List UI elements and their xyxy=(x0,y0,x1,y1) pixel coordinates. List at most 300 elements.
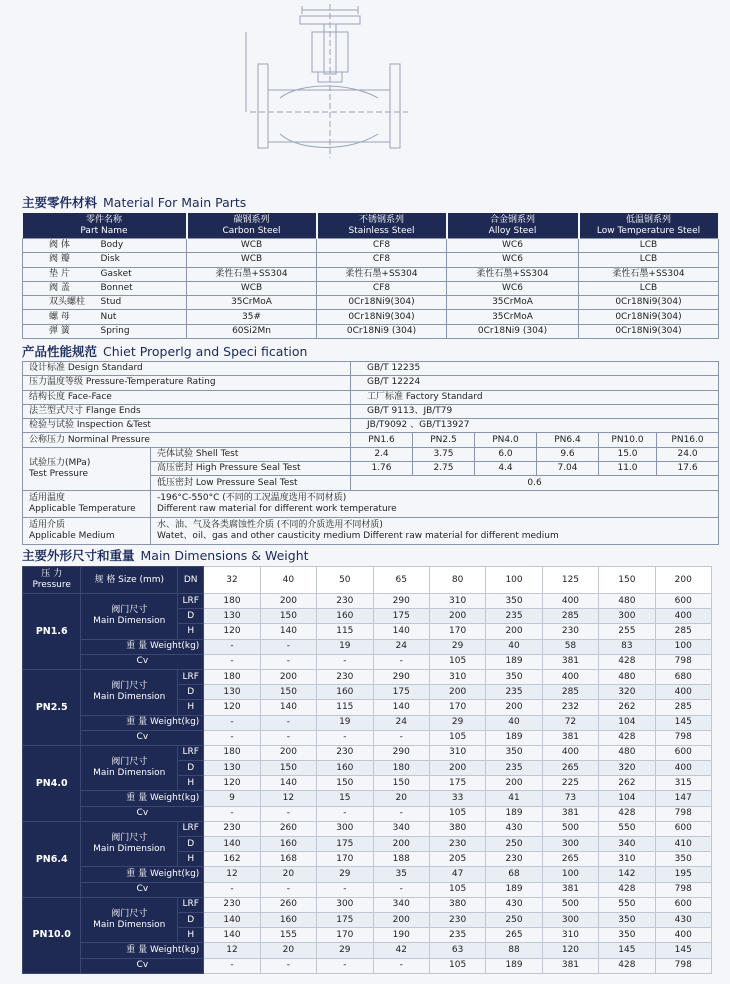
part-name-cn: 阀 盖 xyxy=(23,281,87,295)
main-dimension-label: 阀门尺寸 Main Dimension xyxy=(81,821,178,867)
dimension-value: 600 xyxy=(655,897,711,912)
row-label: 设计标准 Design Standard xyxy=(23,362,351,376)
dimension-row-cv xyxy=(23,654,712,669)
dimension-value: 310 xyxy=(429,669,485,684)
header-size-value: 50 xyxy=(317,567,373,594)
dimension-value: 168 xyxy=(260,852,316,867)
shell-value: 2.4 xyxy=(351,447,413,461)
row-value: GB/T 12224 xyxy=(351,376,719,390)
dimension-value: 160 xyxy=(260,912,316,927)
material-row xyxy=(23,239,719,253)
dimension-value: 142 xyxy=(599,867,655,882)
carbon-steel-cell: WCB xyxy=(187,239,317,253)
dimension-value: 680 xyxy=(655,669,711,684)
dimension-value: 120 xyxy=(204,624,260,639)
dimension-row-lrf xyxy=(23,897,712,912)
dimension-value: 115 xyxy=(317,624,373,639)
dimension-value: 320 xyxy=(599,761,655,776)
dimension-value: 400 xyxy=(542,669,598,684)
dimension-code-lrf: LRF xyxy=(178,897,204,912)
dimension-value: 290 xyxy=(373,669,429,684)
dimension-value: 175 xyxy=(373,685,429,700)
dimension-value: 381 xyxy=(542,882,598,897)
dimension-value: 798 xyxy=(655,806,711,821)
dimension-code-d: D xyxy=(178,609,204,624)
dimension-value: 260 xyxy=(260,897,316,912)
material-row xyxy=(23,253,719,267)
dimension-value: - xyxy=(317,806,373,821)
dimension-value: 200 xyxy=(260,669,316,684)
dimension-value: 315 xyxy=(655,776,711,791)
dimension-row-weight xyxy=(23,639,712,654)
dimension-value: - xyxy=(204,882,260,897)
test-pressure-label: 试验压力(MPa) Test Pressure xyxy=(23,447,151,490)
dimension-value: - xyxy=(204,806,260,821)
dimension-value: 175 xyxy=(317,912,373,927)
dimension-value: 140 xyxy=(260,624,316,639)
dimension-value: 230 xyxy=(429,837,485,852)
dimension-value: 230 xyxy=(204,897,260,912)
dimension-value: 190 xyxy=(373,928,429,943)
temperature-row xyxy=(23,490,719,517)
dimension-value: 68 xyxy=(486,867,542,882)
dimension-value: 798 xyxy=(655,958,711,973)
cv-label: Cv xyxy=(81,730,204,745)
dimension-value: 40 xyxy=(486,715,542,730)
header-size-value: 200 xyxy=(655,567,711,594)
dimension-value: 428 xyxy=(599,806,655,821)
dimension-value: 189 xyxy=(486,806,542,821)
nominal-value: PN1.6 xyxy=(351,433,413,447)
alloy-steel-cell: 柔性石墨+SS304 xyxy=(447,267,579,281)
dimension-value: 19 xyxy=(317,715,373,730)
dimension-value: 88 xyxy=(486,943,542,958)
header-part-name: 零件名称 Part Name xyxy=(23,213,187,239)
dimension-value: 40 xyxy=(486,639,542,654)
alloy-steel-cell: 35CrMoA xyxy=(447,296,579,310)
dimension-value: - xyxy=(373,958,429,973)
dimension-code-h: H xyxy=(178,700,204,715)
high-seal-value: 1.76 xyxy=(351,462,413,476)
dimension-value: 235 xyxy=(486,685,542,700)
dimension-value: 500 xyxy=(542,821,598,836)
materials-table xyxy=(22,213,720,339)
header-size-value: 100 xyxy=(486,567,542,594)
dimension-value: 160 xyxy=(317,685,373,700)
dimension-value: 262 xyxy=(599,700,655,715)
dimension-value: 105 xyxy=(429,730,485,745)
high-seal-value: 7.04 xyxy=(537,462,599,476)
dimension-value: 320 xyxy=(599,685,655,700)
dimension-value: 9 xyxy=(204,791,260,806)
dimension-value: 310 xyxy=(599,852,655,867)
dimensions-table xyxy=(22,566,712,974)
dimension-value: 140 xyxy=(204,912,260,927)
dimension-value: 230 xyxy=(486,852,542,867)
row-label: 压力温度等级 Pressure-Temperature Rating xyxy=(23,376,351,390)
dimension-value: 380 xyxy=(429,821,485,836)
dimension-value: - xyxy=(260,958,316,973)
dimension-value: - xyxy=(317,730,373,745)
dimension-value: 12 xyxy=(204,867,260,882)
row-value: 工厂标准 Factory Standard xyxy=(351,390,719,404)
dimension-value: 120 xyxy=(204,776,260,791)
section-title-cn: 主要外形尺寸和重量 xyxy=(22,548,135,563)
header-alloy-steel: 合金钢系列 Alloy Steel xyxy=(447,213,579,239)
section-title-en: Main Dimensions & Weight xyxy=(140,548,309,563)
weight-label: 重 量 Weight(kg) xyxy=(81,715,204,730)
dimension-value: 381 xyxy=(542,730,598,745)
part-name-cn: 螺 母 xyxy=(23,310,87,324)
dimension-value: 350 xyxy=(599,928,655,943)
part-name-en: Stud xyxy=(87,296,187,310)
dimension-value: 15 xyxy=(317,791,373,806)
dimension-value: - xyxy=(260,654,316,669)
part-name-en: Spring xyxy=(87,324,187,338)
dimension-value: 230 xyxy=(429,912,485,927)
dimension-row-lrf xyxy=(23,821,712,836)
performance-table xyxy=(22,361,719,545)
dimension-value: 350 xyxy=(486,669,542,684)
pressure-class-label: PN10.0 xyxy=(23,897,81,973)
low-temp-steel-cell: 0Cr18Ni9(304) xyxy=(579,296,719,310)
dimension-value: 41 xyxy=(486,791,542,806)
dimension-value: 285 xyxy=(542,609,598,624)
low-temp-steel-cell: LCB xyxy=(579,239,719,253)
dimension-value: 147 xyxy=(655,791,711,806)
dimension-value: 798 xyxy=(655,654,711,669)
dimension-value: - xyxy=(260,882,316,897)
part-name-cn: 阀 体 xyxy=(23,239,87,253)
low-temp-steel-cell: LCB xyxy=(579,281,719,295)
dimension-value: - xyxy=(317,654,373,669)
low-temp-steel-cell: LCB xyxy=(579,253,719,267)
dimension-value: 430 xyxy=(655,912,711,927)
dimension-value: - xyxy=(373,654,429,669)
header-size-value: 32 xyxy=(204,567,260,594)
carbon-steel-cell: 35# xyxy=(187,310,317,324)
dimension-value: 58 xyxy=(542,639,598,654)
dimension-value: 430 xyxy=(486,897,542,912)
dimension-value: 300 xyxy=(317,897,373,912)
dimension-value: 175 xyxy=(373,609,429,624)
shell-value: 3.75 xyxy=(413,447,475,461)
alloy-steel-cell: WC6 xyxy=(447,281,579,295)
cv-label: Cv xyxy=(81,958,204,973)
dimension-value: 480 xyxy=(599,745,655,760)
dimension-value: 19 xyxy=(317,639,373,654)
materials-section-title xyxy=(22,193,246,211)
dimension-value: 12 xyxy=(204,943,260,958)
dimension-value: 265 xyxy=(542,761,598,776)
dimension-value: 170 xyxy=(429,700,485,715)
dimension-value: 200 xyxy=(260,594,316,609)
dimension-value: 150 xyxy=(260,761,316,776)
dimension-value: 145 xyxy=(599,943,655,958)
dimension-value: 170 xyxy=(317,928,373,943)
stainless-steel-cell: 0Cr18Ni9 (304) xyxy=(317,324,447,338)
dimension-code-h: H xyxy=(178,624,204,639)
shell-value: 6.0 xyxy=(475,447,537,461)
dimension-value: - xyxy=(204,639,260,654)
dimension-value: 250 xyxy=(486,912,542,927)
dimension-row-cv xyxy=(23,806,712,821)
dimension-value: 230 xyxy=(317,669,373,684)
dimension-value: 410 xyxy=(655,837,711,852)
cv-label: Cv xyxy=(81,806,204,821)
row-label: 法兰型式尺寸 Flange Ends xyxy=(23,404,351,418)
dimension-value: 230 xyxy=(204,821,260,836)
dimension-value: 200 xyxy=(486,700,542,715)
material-row xyxy=(23,281,719,295)
dimension-value: - xyxy=(260,730,316,745)
dimension-value: 29 xyxy=(429,639,485,654)
dimensions-section-title xyxy=(22,546,309,564)
dimension-value: 350 xyxy=(486,745,542,760)
pressure-class-label: PN2.5 xyxy=(23,669,81,745)
carbon-steel-cell: WCB xyxy=(187,281,317,295)
header-carbon-steel: 碳钢系列 Carbon Steel xyxy=(187,213,317,239)
shell-value: 24.0 xyxy=(657,447,719,461)
dimension-value: 480 xyxy=(599,669,655,684)
inspection-row xyxy=(23,419,719,433)
dimension-row-cv xyxy=(23,730,712,745)
dimension-value: 265 xyxy=(486,928,542,943)
dimension-value: 400 xyxy=(655,761,711,776)
dimension-value: - xyxy=(373,882,429,897)
dimension-value: - xyxy=(317,882,373,897)
dimension-value: 188 xyxy=(373,852,429,867)
cv-label: Cv xyxy=(81,654,204,669)
dimension-value: 105 xyxy=(429,958,485,973)
dimension-value: 189 xyxy=(486,730,542,745)
alloy-steel-cell: WC6 xyxy=(447,253,579,267)
dimension-row-lrf xyxy=(23,594,712,609)
nominal-value: PN10.0 xyxy=(599,433,657,447)
dimension-value: 120 xyxy=(204,700,260,715)
dimension-row-weight xyxy=(23,791,712,806)
dimension-value: 310 xyxy=(429,594,485,609)
header-size-value: 65 xyxy=(373,567,429,594)
face-row xyxy=(23,390,719,404)
dimension-code-lrf: LRF xyxy=(178,745,204,760)
dimension-value: 160 xyxy=(260,837,316,852)
dimension-value: 200 xyxy=(429,609,485,624)
dimension-code-h: H xyxy=(178,776,204,791)
dimension-value: 162 xyxy=(204,852,260,867)
dimension-value: 105 xyxy=(429,654,485,669)
high-seal-value: 11.0 xyxy=(599,462,657,476)
dimension-value: 340 xyxy=(373,897,429,912)
alloy-steel-cell: WC6 xyxy=(447,239,579,253)
dimension-value: 104 xyxy=(599,791,655,806)
low-seal-value: 0.6 xyxy=(351,476,719,490)
header-size-value: 40 xyxy=(260,567,316,594)
row-label: 公称压力 Norminal Pressure xyxy=(23,433,351,447)
main-dimension-label: 阀门尺寸 Main Dimension xyxy=(81,594,178,640)
dimension-value: 73 xyxy=(542,791,598,806)
dimension-value: 310 xyxy=(429,745,485,760)
dimension-value: 225 xyxy=(542,776,598,791)
temperature-value: -196°C-550°C (不同的工况温度选用不同材质) Different raw material for different work temperature xyxy=(151,490,719,517)
carbon-steel-cell: 35CrMoA xyxy=(187,296,317,310)
dimension-row-weight xyxy=(23,943,712,958)
dimension-value: 175 xyxy=(317,837,373,852)
part-name-cn: 双头螺柱 xyxy=(23,296,87,310)
dimension-value: 150 xyxy=(317,776,373,791)
dimension-value: 381 xyxy=(542,806,598,821)
dimension-value: 262 xyxy=(599,776,655,791)
nominal-value: PN2.5 xyxy=(413,433,475,447)
dimension-value: 480 xyxy=(599,594,655,609)
valve-drawing xyxy=(240,2,410,162)
dimension-value: 20 xyxy=(260,943,316,958)
dimension-value: 155 xyxy=(260,928,316,943)
nominal-value: PN6.4 xyxy=(537,433,599,447)
dimension-value: 180 xyxy=(204,594,260,609)
dimension-value: 600 xyxy=(655,594,711,609)
high-seal-value: 17.6 xyxy=(657,462,719,476)
dimension-value: 300 xyxy=(542,837,598,852)
stainless-steel-cell: 0Cr18Ni9(304) xyxy=(317,310,447,324)
dimension-value: 63 xyxy=(429,943,485,958)
dimension-value: 170 xyxy=(429,624,485,639)
dimension-value: - xyxy=(204,958,260,973)
material-row xyxy=(23,267,719,281)
pressure-class-label: PN1.6 xyxy=(23,594,81,670)
dimension-value: 350 xyxy=(655,852,711,867)
dimension-value: 300 xyxy=(599,609,655,624)
dimension-row-lrf xyxy=(23,745,712,760)
header-stainless-steel: 不锈钢系列 Stainless Steel xyxy=(317,213,447,239)
dimension-row-weight xyxy=(23,715,712,730)
dimension-value: 20 xyxy=(373,791,429,806)
dimension-value: 230 xyxy=(542,624,598,639)
dimension-value: 550 xyxy=(599,897,655,912)
dimension-value: 104 xyxy=(599,715,655,730)
main-dimension-label: 阀门尺寸 Main Dimension xyxy=(81,897,178,943)
carbon-steel-cell: 柔性石墨+SS304 xyxy=(187,267,317,281)
dimension-value: 200 xyxy=(373,837,429,852)
dimension-value: 145 xyxy=(655,715,711,730)
material-row xyxy=(23,324,719,338)
dimension-value: 600 xyxy=(655,745,711,760)
dimension-value: 20 xyxy=(260,867,316,882)
weight-label: 重 量 Weight(kg) xyxy=(81,791,204,806)
cv-label: Cv xyxy=(81,882,204,897)
dimension-value: 189 xyxy=(486,882,542,897)
header-low-temp-steel: 低温钢系列 Low Temperature Steel xyxy=(579,213,719,239)
dimension-value: 310 xyxy=(542,928,598,943)
dimension-value: 235 xyxy=(486,761,542,776)
main-dimension-label: 阀门尺寸 Main Dimension xyxy=(81,669,178,715)
dimension-value: 130 xyxy=(204,609,260,624)
material-row xyxy=(23,310,719,324)
dimension-value: 428 xyxy=(599,882,655,897)
dimension-code-lrf: LRF xyxy=(178,669,204,684)
dimension-value: 33 xyxy=(429,791,485,806)
dimension-value: 200 xyxy=(486,624,542,639)
dimension-value: 290 xyxy=(373,745,429,760)
dimension-value: 160 xyxy=(317,609,373,624)
dimension-value: 140 xyxy=(260,700,316,715)
dimension-value: 145 xyxy=(655,943,711,958)
dimension-code-d: D xyxy=(178,837,204,852)
medium-row xyxy=(23,517,719,544)
dimension-row-cv xyxy=(23,882,712,897)
dimension-value: 189 xyxy=(486,654,542,669)
dimension-value: 105 xyxy=(429,806,485,821)
ptr-row xyxy=(23,376,719,390)
dimensions-header-row xyxy=(23,567,712,594)
dimension-value: 340 xyxy=(373,821,429,836)
dimension-value: 550 xyxy=(599,821,655,836)
stainless-steel-cell: CF8 xyxy=(317,239,447,253)
dimension-code-lrf: LRF xyxy=(178,821,204,836)
dimension-value: 265 xyxy=(542,852,598,867)
part-name-cn: 阀 瓣 xyxy=(23,253,87,267)
row-label: 高压密封 High Pressure Seal Test xyxy=(151,462,351,476)
dimension-code-lrf: LRF xyxy=(178,594,204,609)
dimension-value: 180 xyxy=(204,669,260,684)
dimension-value: 195 xyxy=(655,867,711,882)
dimension-value: 130 xyxy=(204,761,260,776)
dimension-value: 29 xyxy=(317,943,373,958)
dimension-value: 150 xyxy=(260,609,316,624)
dimension-value: - xyxy=(260,806,316,821)
dimension-code-d: D xyxy=(178,685,204,700)
dimension-value: 430 xyxy=(486,821,542,836)
dimension-value: - xyxy=(260,715,316,730)
part-name-en: Disk xyxy=(87,253,187,267)
dimension-value: 140 xyxy=(260,776,316,791)
temperature-label: 适用温度 Applicable Temperature xyxy=(23,490,151,517)
dimension-value: 381 xyxy=(542,958,598,973)
dimension-value: 29 xyxy=(429,715,485,730)
dimension-value: 380 xyxy=(429,897,485,912)
high-seal-value: 4.4 xyxy=(475,462,537,476)
dimension-value: 29 xyxy=(317,867,373,882)
header-size-value: 150 xyxy=(599,567,655,594)
medium-label: 适用介质 Applicable Medium xyxy=(23,517,151,544)
dimension-value: 130 xyxy=(204,685,260,700)
nominal-value: PN4.0 xyxy=(475,433,537,447)
dimension-value: 300 xyxy=(542,912,598,927)
section-title-cn: 产品性能规范 xyxy=(22,344,98,359)
dimension-value: 428 xyxy=(599,654,655,669)
header-size-value: 80 xyxy=(429,567,485,594)
stainless-steel-cell: 柔性石墨+SS304 xyxy=(317,267,447,281)
dimension-value: 200 xyxy=(260,745,316,760)
dimension-value: 798 xyxy=(655,730,711,745)
dimension-value: 160 xyxy=(317,761,373,776)
dimension-value: 230 xyxy=(317,594,373,609)
dimension-value: 170 xyxy=(317,852,373,867)
low-temp-steel-cell: 0Cr18Ni9(304) xyxy=(579,324,719,338)
part-name-en: Gasket xyxy=(87,267,187,281)
dimension-value: 205 xyxy=(429,852,485,867)
dimension-value: - xyxy=(373,806,429,821)
low-temp-steel-cell: 0Cr18Ni9(304) xyxy=(579,310,719,324)
dimension-value: 400 xyxy=(542,594,598,609)
header-size-value: 125 xyxy=(542,567,598,594)
row-label: 壳体试验 Shell Test xyxy=(151,447,351,461)
dimension-value: 200 xyxy=(429,685,485,700)
dimension-value: 381 xyxy=(542,654,598,669)
stainless-steel-cell: 0Cr18Ni9(304) xyxy=(317,296,447,310)
dimension-value: 35 xyxy=(373,867,429,882)
part-name-cn: 弹 簧 xyxy=(23,324,87,338)
